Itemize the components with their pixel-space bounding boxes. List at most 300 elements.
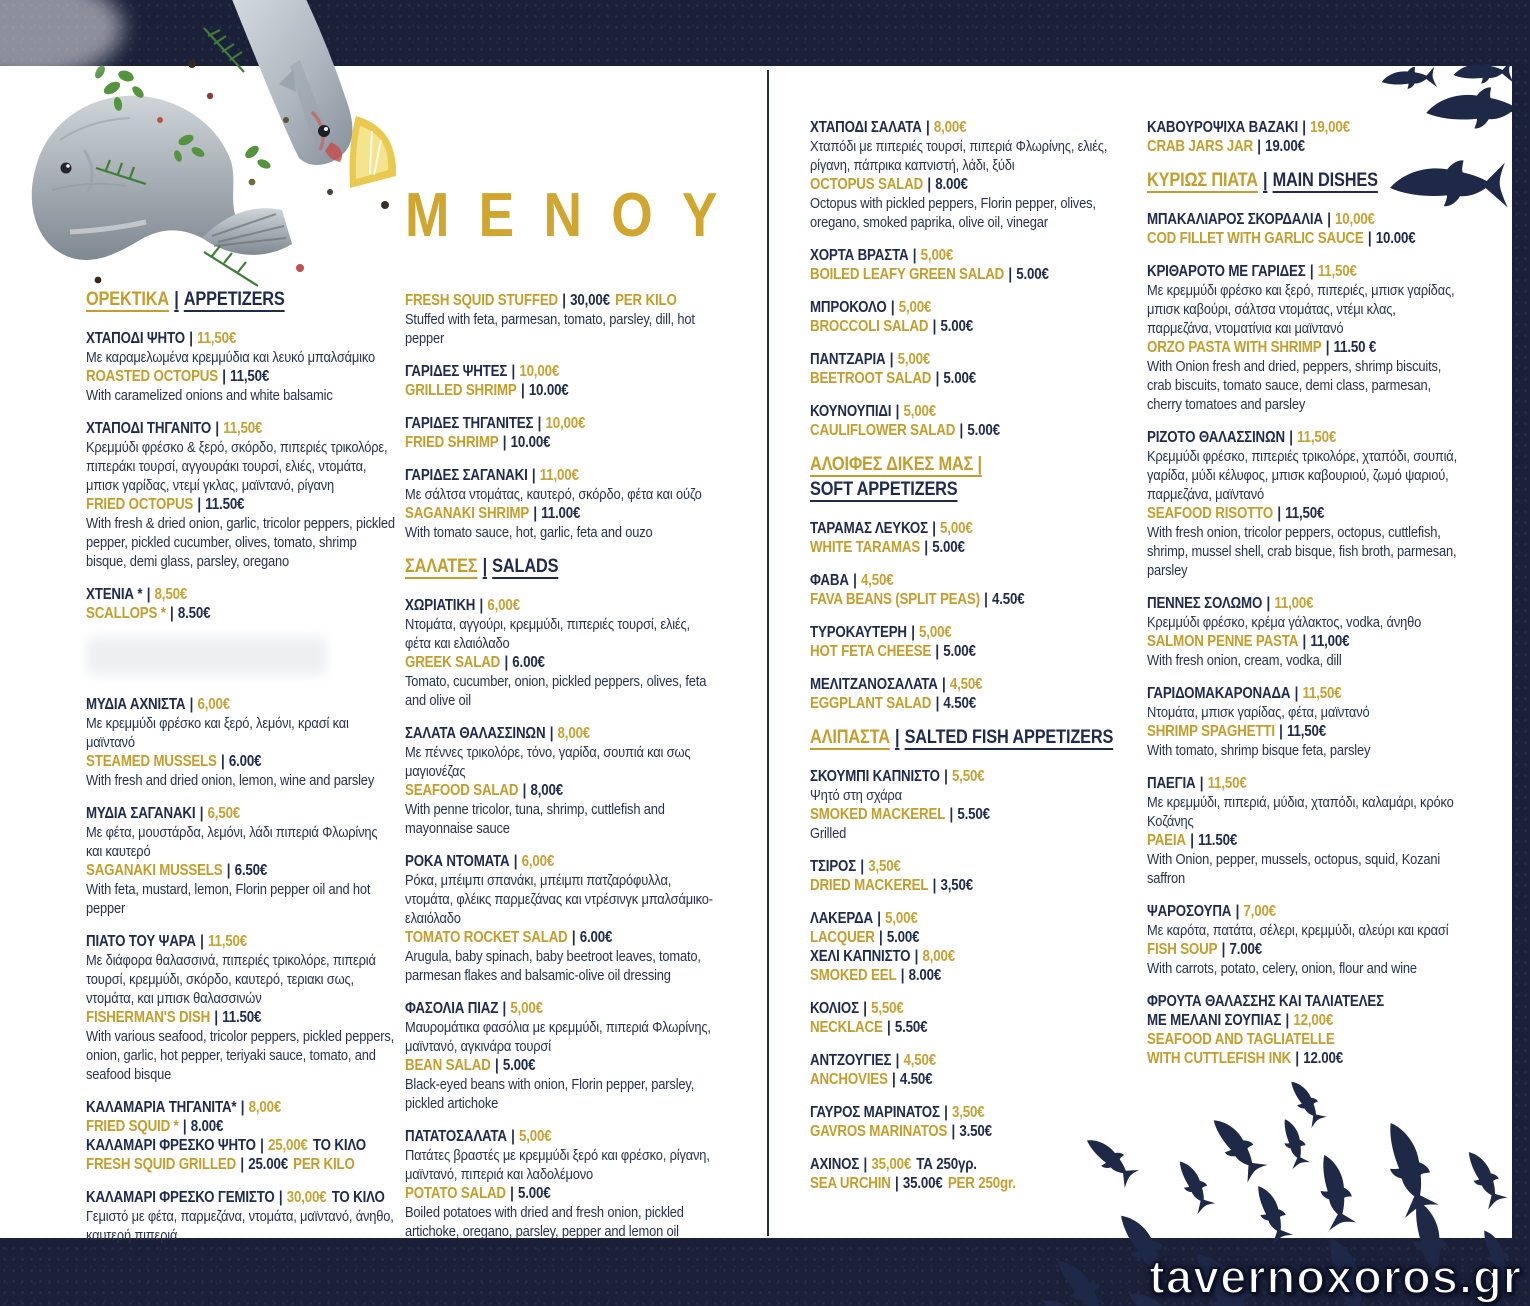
separator: | [571,929,576,946]
separator: | [942,676,946,693]
item-name-line-english [86,495,396,514]
item-name-greek: ΧΤΑΠΟΔΙ ΤΗΓΑΝΙΤΟ [86,420,212,437]
item-name-line-greek [405,852,719,871]
item-name-line-english [405,381,719,400]
item-price: 10.00€ [510,434,551,451]
section-title-greek: ΑΛΙΠΑΣΤΑ [810,727,890,748]
item-name-greek: ΤΣΙΡΟΣ [810,858,857,875]
item-name-line-greek [86,1098,396,1117]
item-name-line-english [810,694,1124,713]
item-price: 11.50€ [1198,832,1238,849]
item-price: 12.00€ [1303,1050,1343,1067]
item-price: 3,50€ [940,877,973,894]
menu-item [810,246,1124,284]
item-name-english: NECKLACE [810,1019,883,1036]
separator: | [1367,230,1372,247]
item-name-line-english [86,752,396,771]
separator: | [944,768,948,785]
menu-item [405,1127,719,1241]
separator: | [1190,832,1194,849]
separator: | [935,643,939,660]
item-price: 11,50€ [1285,505,1325,522]
separator: | [222,368,226,385]
item-name-line-english [810,538,1124,557]
separator: | [533,505,537,522]
separator: | [895,403,900,420]
item-price: 4,50€ [903,1052,936,1069]
item-name-english: BEETROOT SALAD [810,370,932,387]
item-price: 11,50€ [1297,429,1337,446]
separator: | [1309,263,1314,280]
item-name-line-english [810,642,1124,661]
item-name-english: SEA URCHIN [810,1175,891,1192]
item-name-greek: ΜΥΔΙΑ ΑΧΝΙΣΤΑ [86,696,186,713]
item-price: 8.00€ [908,967,942,984]
separator: | [949,806,954,823]
item-description: Octopus with pickled peppers, Florin pepper, olives, oregano, smoked paprika, olive oil, vinegar [810,195,1096,231]
item-name-english: BROCCOLI SALAD [810,318,929,335]
separator: | [853,572,857,589]
menu-item [405,362,719,400]
menu-item [1147,594,1461,670]
item-name-line-english [810,1018,1124,1037]
item-name-line-english [405,1184,719,1203]
separator: | [549,725,554,742]
item-price: 8.00€ [190,1118,224,1135]
item-price: 35.00€ [902,1175,943,1192]
separator: | [944,1104,948,1121]
separator: | [912,247,917,264]
menu-item [405,596,719,710]
item-price: 5.00€ [886,929,920,946]
item-name-line-english [86,1117,396,1136]
item-price: 11.50 € [1333,339,1377,356]
item-price: 4.50€ [943,695,976,712]
item-name-line-english [86,367,396,386]
item-price: 11.00€ [541,505,581,522]
item-name-line-greek [86,1188,396,1207]
section-title-english: SALADS [492,556,559,577]
item-price: 8,50€ [154,586,188,603]
item-description: With fresh and dried onion, lemon, wine and parsley [86,772,375,789]
menu-title: MENOY [405,181,747,250]
item-price: 7.00€ [1229,941,1262,958]
item-description: With fresh onion, tricolor peppers, octopus, cuttlefish, shrimp, mussel shell, crab bisque, fish broth, parmesan, parsley [1147,524,1457,579]
item-description: Με καραμελωμένα κρεμμύδια και λευκό μπαλσάμικο [86,349,376,366]
item-name-english: GREEK SALAD [405,654,501,671]
menu-item [405,291,719,348]
item-name-greek: ΓΑΡΙΔΕΣ ΨΗΤΕΣ [405,363,508,380]
section-title-greek: ΣΑΛΑΤΕΣ [405,556,478,577]
menu-item [1147,428,1461,580]
separator: | [494,1057,499,1074]
item-name-greek: ΦΡΟΥΤΑ ΘΑΛΑΣΣΗΣ ΚΑΙ ΤΑΛΙΑΤΕΛΕΣ [1147,993,1384,1010]
item-price: 30,00€ [570,292,610,309]
item-description: Με καρότα, πατάτα, σέλερι, κρεμμύδι, αλεύρι και κρασί [1147,922,1449,939]
item-name-line-greek [86,804,396,823]
separator: | [215,420,219,437]
item-price: 11,50€ [197,330,237,347]
item-unit: PER KILO [293,1156,355,1173]
separator: | [863,1000,867,1017]
item-name-english: SAGANAKI SHRIMP [405,505,530,522]
item-price: 5,50€ [951,768,985,785]
separator: | [935,370,940,387]
menu-item [810,909,1124,985]
separator: | [1257,138,1261,155]
section-separator: | [1263,170,1268,191]
item-name-line-english [405,653,719,672]
menu-item [86,419,396,571]
separator: | [240,1099,245,1116]
item-price: 11,00€ [1310,633,1350,650]
section-separator: | [482,556,488,577]
item-name-greek: ΚΟΥΝΟΥΠΙΔΙ [810,403,892,420]
separator: | [197,496,201,513]
item-price: 8,00€ [530,782,563,799]
separator: | [1008,266,1012,283]
separator: | [900,967,905,984]
item-name-greek: ΜΥΔΙΑ ΣΑΓΑΝΑΚΙ [86,805,196,822]
item-unit: ΤΟ ΚΙΛΟ [312,1137,366,1154]
menu-item [86,585,396,623]
item-description: Με σάλτσα ντομάτας, καυτερό, σκόρδο, φέτα και ούζο [405,486,702,503]
item-name-english: SMOKED EEL [810,967,897,984]
item-description: With penne tricolor, tuna, shrimp, cuttlefish and mayonnaise sauce [405,801,665,837]
item-price: 11,50€ [208,933,248,950]
section-header-row [810,479,1124,501]
lemon-wedge [350,116,396,188]
menu-item [810,118,1124,232]
section-header [810,727,1124,749]
separator: | [959,422,964,439]
item-name-greek: ΤΑΡΑΜΑΣ ΛΕΥΚΟΣ [810,520,928,537]
item-name-english: SEAFOOD SALAD [405,782,519,799]
item-name-english: CRAB JARS JAR [1147,138,1253,155]
item-name-english: CAULIFLOWER SALAD [810,422,956,439]
item-name-line-greek [810,571,1124,590]
section-title-english: SOFT APPETIZERS [810,479,958,500]
menu-item [405,724,719,838]
item-price: 11,00€ [539,467,579,484]
item-name-line-english [810,876,1124,895]
item-description: With Onion, pepper, mussels, octopus, squid, Kozani saffron [1147,851,1441,887]
section-title-english: APPETIZERS [183,289,285,310]
item-price: 5,00€ [897,351,931,368]
menu-column-salads [405,80,747,1255]
item-price: 11.50€ [205,496,245,513]
item-price: 11,50€ [1302,685,1342,702]
item-name-line-greek [1147,902,1461,921]
item-name-line-greek [1147,1011,1461,1030]
item-price: 6,00€ [521,853,555,870]
section-header-row [810,454,1124,476]
item-name-line-greek [810,947,1124,966]
panel-divider [767,70,769,1236]
item-name-line-english [1147,632,1461,651]
item-price: 19,00€ [1310,119,1350,136]
item-description: With carrots, potato, celery, onion, flour and wine [1147,960,1417,977]
item-name-line-english [405,928,719,947]
item-price: 3,50€ [951,1104,985,1121]
menu-item [86,1188,396,1245]
menu-item [810,350,1124,388]
item-name-english: FRIED SHRIMP [405,434,499,451]
separator: | [1266,595,1271,612]
item-name-line-english [405,1056,719,1075]
separator: | [1235,903,1240,920]
item-name-line-greek [810,999,1124,1018]
separator: | [984,591,988,608]
item-name-english: SCALLOPS * [86,605,166,622]
item-name-greek: ΚΑΛΑΜΑΡΙΑ ΤΗΓΑΝΙΤΑ* [86,1099,237,1116]
menu-item [810,675,1124,713]
item-price: 8,00€ [248,1099,282,1116]
item-name-greek: ΓΑΡΙΔΕΣ ΤΗΓΑΝΙΤΕΣ [405,415,534,432]
item-name-english: SHRIMP SPAGHETTI [1147,723,1275,740]
separator: | [863,1156,868,1173]
section-separator: | [895,727,900,748]
item-name-english: SEAFOOD RISOTTO [1147,505,1274,522]
separator: | [260,1137,264,1154]
separator: | [895,1175,899,1192]
item-name-greek: ΓΑΥΡΟΣ ΜΑΡΙΝΑΤΟΣ [810,1104,940,1121]
item-name-line-english [86,604,396,623]
separator: | [924,539,928,556]
item-description: Με διάφορα θαλασσινά, πιπεριές τρικολόρε, πιπεριά τουρσί, κρεμμύδι, σκόρδο, καυτερό, τεριακι σως, ντομάτα, και μπισκ θαλασσινών [86,952,376,1007]
separator: | [927,176,931,193]
item-price: 7,00€ [1243,903,1276,920]
section-header [405,556,719,578]
item-description: Μαυρομάτικα φασόλια με κρεμμύδι, πιπεριά Φλωρίνης, μαϊντανό, αγκινάρα τουρσί [405,1019,711,1055]
separator: | [877,910,881,927]
separator: | [911,624,915,641]
separator: | [170,605,174,622]
item-description: Ντομάτα, αγγούρι, κρεμμύδι, πιπεριές τουρσί, ελιές, φέτα και ελαιόλαδο [405,616,690,652]
item-price: 11,50€ [1317,263,1357,280]
item-price: 5,00€ [919,624,952,641]
item-description: Με πέννες τρικολόρε, τόνο, γαρίδα, σουπιά και σως μαγιονέζας [405,744,691,780]
menu-column-soft-salted [810,118,1124,1207]
item-description: Με κρεμμύδι φρέσκο και ξερό, πιπεριές, μπισκ γαρίδας, μπισκ καβούρι, σάλτσα ντομάτας, ντέμι κλας, παρμεζάνα, ντοματίνια και μαϊντανό [1147,282,1455,337]
item-name-greek: ΜΠΑΚΑΛΙΑΡΟΣ ΣΚΟΡΔΑΛΙΑ [1147,211,1323,228]
item-name-english: HOT FETA CHEESE [810,643,932,660]
section-separator: | [174,289,179,310]
separator: | [182,1118,187,1135]
fresh-fish-photo [0,0,430,300]
item-price: 5,00€ [940,520,973,537]
item-name-english: ORZO PASTA WITH SHRIMP [1147,339,1322,356]
separator: | [932,520,936,537]
separator: | [221,753,225,770]
item-description: Ψητό στη σχάρα [810,787,902,804]
separator: | [226,862,231,879]
separator: | [189,696,194,713]
item-price: 11,50€ [223,420,263,437]
fish-silhouettes-top-right [1352,64,1512,324]
menu-item [86,695,396,790]
menu-item [810,519,1124,557]
item-price: 6.00€ [579,929,613,946]
item-unit: ΤΑ 250γρ. [916,1156,977,1173]
separator: | [932,318,937,335]
item-price: 8.50€ [177,605,211,622]
item-name-greek: ΜΕΛΙΤΖΑΝΟΣΑΛΑΤΑ [810,676,938,693]
item-description: With tomato, shrimp bisque feta, parsley [1147,742,1371,759]
item-name-english: PAEIA [1147,832,1186,849]
redacted-item [86,637,327,675]
separator: | [935,695,940,712]
item-description: Πατάτες βραστές με κρεμμύδι ξερό και φρέσκο, ρίγανη, μαϊντανό, πιπεριά και λαδολέμονο [405,1147,710,1183]
item-price: 25,00€ [268,1137,308,1154]
separator: | [502,1000,507,1017]
item-unit: ΤΟ ΚΙΛΟ [331,1189,385,1206]
item-name-line-english [405,291,719,310]
separator: | [510,1185,514,1202]
menu-item [86,804,396,918]
separator: | [502,434,507,451]
item-name-greek: ΡΟΚΑ ΝΤΟΜΑΤΑ [405,853,510,870]
separator: | [892,1071,896,1088]
item-description: Χταπόδι με πιπεριές τουρσί, πιπεριά Φλωρίνης, ελιές, ρίγανη, πάπρικα καπνιστή, λάδι, ξύδι [810,138,1108,174]
menu-item [1147,774,1461,888]
item-name-greek: ΑΧΙΝΟΣ [810,1156,860,1173]
item-description: Με κρεμμύδι, πιπεριά, μύδια, χταπόδι, καλαμάρι, κρόκο Κοζάνης [1147,794,1454,830]
item-name-line-greek [1147,992,1461,1011]
item-description: Γεμιστό με φέτα, παρμεζάνα, ντομάτα, μαϊντανό, άνηθο, καυτερή πιπεριά [86,1208,394,1244]
item-name-english: COD FILLET WITH GARLIC SAUCE [1147,230,1364,247]
separator: | [1285,1012,1290,1029]
item-name-greek: ΡΙΖΟΤΟ ΘΑΛΑΣΣΙΝΩΝ [1147,429,1285,446]
item-price: 11,50€ [1287,723,1327,740]
separator: | [932,877,937,894]
item-name-greek: ΚΟΛΙΟΣ [810,1000,859,1017]
item-name-line-english [405,433,719,452]
separator: | [1221,941,1226,958]
item-name-line-english [810,369,1124,388]
item-name-line-english [405,504,719,523]
section-title-greek: ΚΥΡΙΩΣ ΠΙΑΤΑ [1147,170,1258,191]
item-price: 5.50€ [894,1019,928,1036]
item-name-line-greek [86,695,396,714]
item-price: 10,00€ [1335,211,1375,228]
item-price: 5.00€ [967,422,1000,439]
menu-item [810,857,1124,895]
item-price: 8,00€ [933,119,967,136]
separator: | [199,805,204,822]
item-name-greek: ΦΑΒΑ [810,572,849,589]
item-name-line-greek [86,585,396,604]
item-price: 5.00€ [518,1185,551,1202]
item-name-line-english [810,317,1124,336]
item-price: 5.00€ [943,643,976,660]
section-title-greek: ΟΡΕΚΤΙΚΑ [86,289,170,310]
separator: | [1302,633,1307,650]
item-price: 5,00€ [920,247,954,264]
item-name-english: SEAFOOD AND TAGLIATELLE [1147,1031,1335,1048]
menu-item [810,571,1124,609]
item-price: 5,00€ [519,1128,552,1145]
item-description: With fresh & dried onion, garlic, tricolor peppers, pickled pepper, pickled cucumber, olives, tomato, shrimp bisque, demi glass, parsley, oregano [86,515,395,570]
separator: | [562,292,566,309]
item-description: Ντομάτα, μπισκ γαρίδας, φέτα, μαϊντανό [1147,704,1370,721]
separator: | [860,858,864,875]
separator: | [886,1019,891,1036]
item-name-line-greek [810,767,1124,786]
separator: | [1199,775,1204,792]
item-name-greek: ΨΑΡΟΣΟΥΠΑ [1147,903,1232,920]
item-description: Arugula, baby spinach, baby beetroot leaves, tomato, parmesan flakes and balsamic-olive oil dressing [405,948,701,984]
item-name-english: STEAMED MUSSELS [86,753,217,770]
item-name-english: BOILED LEAFY GREEN SALAD [810,266,1005,283]
item-name-greek: ΣΑΛΑΤΑ ΘΑΛΑΣΣΙΝΩΝ [405,725,546,742]
item-name-greek: ΠΕΝΝΕΣ ΣΟΛΩΜΟ [1147,595,1263,612]
item-price: 12,00€ [1293,1012,1334,1029]
item-price: 6,50€ [207,805,241,822]
item-description: With various seafood, tricolor peppers, pickled peppers, onion, garlic, hot pepper, teriyaki sauce, tomato, and seafood bisque [86,1028,395,1083]
item-name-english: FISHERMAN'S DISH [86,1009,211,1026]
item-name-line-english [86,1008,396,1027]
item-description: Tomato, cucumber, onion, pickled peppers, olives, feta and olive oil [405,673,707,709]
seabass-photo-top [220,0,352,165]
item-price: 4,50€ [949,676,983,693]
item-price: 11.50€ [222,1009,262,1026]
item-price: 10,00€ [519,363,560,380]
item-price: 5.00€ [940,318,973,335]
item-name-english: EGGPLANT SALAD [810,695,932,712]
item-name-line-english [810,805,1124,824]
item-unit: PER 250gr. [947,1175,1016,1192]
item-name-greek: ΠΑΕΓΙΑ [1147,775,1196,792]
separator: | [879,929,883,946]
menu-item [405,999,719,1113]
item-price: 4,50€ [860,572,894,589]
menu-item [1147,902,1461,978]
item-price: 4.50€ [992,591,1025,608]
item-name-line-english [810,421,1124,440]
item-name-english: OCTOPUS SALAD [810,176,924,193]
menu-item [810,623,1124,661]
item-name-line-greek [405,999,719,1018]
item-price: 6.00€ [228,753,262,770]
section-header [810,454,1124,501]
separator: | [513,853,518,870]
item-name-line-greek [1147,428,1461,447]
item-description: With fresh onion, cream, vodka, dill [1147,652,1342,669]
item-name-english: DRIED MACKEREL [810,877,929,894]
item-name-english: ANCHOVIES [810,1071,888,1088]
item-name-greek: ΓΑΡΙΔΟΜΑΚΑΡΟΝΑΔΑ [1147,685,1291,702]
item-name-english: SALMON PENNE PASTA [1147,633,1299,650]
item-price: 35,00€ [871,1156,912,1173]
item-description: Κρεμμύδι φρέσκο, κρέμα γάλακτος, vodka, άνηθο [1147,614,1422,631]
menu-item [810,767,1124,843]
separator: | [1302,119,1306,136]
menu-item [1147,684,1461,760]
item-name-english: SAGANAKI MUSSELS [86,862,223,879]
item-name-line-greek [1147,684,1461,703]
item-name-line-english [1147,940,1461,959]
item-price: 3,50€ [868,858,901,875]
separator: | [1279,723,1283,740]
item-name-english: FRESH SQUID GRILLED [86,1156,237,1173]
item-name-line-greek [405,362,719,381]
item-name-line-greek [86,932,396,951]
item-name-english: TOMATO ROCKET SALAD [405,929,568,946]
separator: | [889,351,894,368]
item-name-greek: ΠΑΤΑΤΟΣΑΛΑΤΑ [405,1128,507,1145]
item-price: 19.00€ [1265,138,1305,155]
